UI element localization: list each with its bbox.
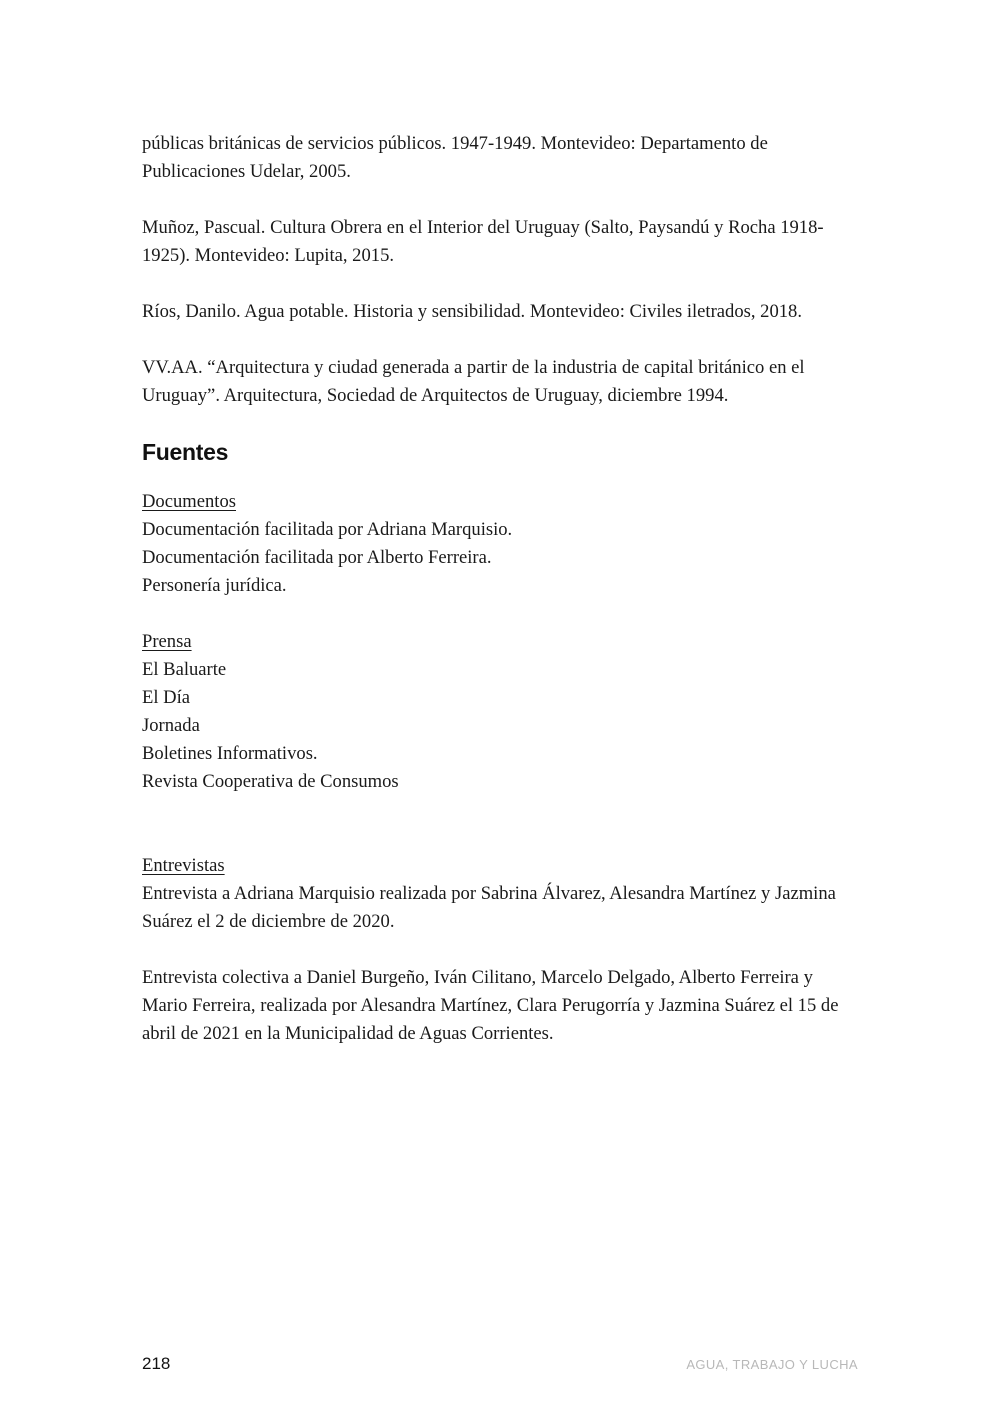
interview-line: Mario Ferreira, realizada por Alesandra Martínez, Clara Perugorría y Jazmina Suárez el 15 de [142,995,839,1016]
press-item: Revista Cooperativa de Consumos [142,771,399,792]
press-subheading: Prensa [142,631,192,652]
reference-line: 1925). Montevideo: Lupita, 2015. [142,245,395,266]
interviews-section [142,852,860,1048]
interview-line: Entrevista colectiva a Daniel Burgeño, Iván Cilitano, Marcelo Delgado, Alberto Ferreira y [142,967,813,988]
interview-line: Entrevista a Adriana Marquisio realizada por Sabrina Álvarez, Alesandra Martínez y Jazmina [142,883,836,904]
interview-line: abril de 2021 en la Municipalidad de Aguas Corrientes. [142,1023,554,1044]
reference-line: Publicaciones Udelar, 2005. [142,161,351,182]
reference-entry [142,130,860,186]
reference-line: Muñoz, Pascual. Cultura Obrera en el Interior del Uruguay (Salto, Paysandú y Rocha 1918- [142,217,824,238]
document-item: Documentación facilitada por Alberto Ferreira. [142,547,492,568]
text-column [142,130,860,1076]
press-item: Boletines Informativos. [142,743,318,764]
reference-line: Ríos, Danilo. Agua potable. Historia y sensibilidad. Montevideo: Civiles iletrados, 2018. [142,301,803,322]
reference-line: públicas británicas de servicios públicos. 1947-1949. Montevideo: Departamento de [142,133,768,154]
reference-line: Uruguay”. Arquitectura, Sociedad de Arquitectos de Uruguay, diciembre 1994. [142,385,729,406]
reference-entry [142,354,860,410]
press-item: El Día [142,687,191,708]
document-item: Personería jurídica. [142,575,287,596]
reference-entry [142,214,860,270]
documents-section [142,488,860,600]
interview-entry [142,964,860,1048]
press-section [142,628,860,796]
sources-heading: Fuentes [142,439,229,465]
interview-entry [142,880,860,936]
press-item: Jornada [142,715,200,736]
running-footer-title: AGUA, TRABAJO Y LUCHA [686,1357,858,1372]
interviews-subheading: Entrevistas [142,855,225,876]
documents-subheading: Documentos [142,491,236,512]
reference-line: VV.AA. “Arquitectura y ciudad generada a partir de la industria de capital británico en el [142,357,805,378]
interview-line: Suárez el 2 de diciembre de 2020. [142,911,395,932]
reference-entry [142,298,860,326]
page-number: 218 [142,1354,171,1373]
press-item: El Baluarte [142,659,227,680]
document-item: Documentación facilitada por Adriana Marquisio. [142,519,513,540]
